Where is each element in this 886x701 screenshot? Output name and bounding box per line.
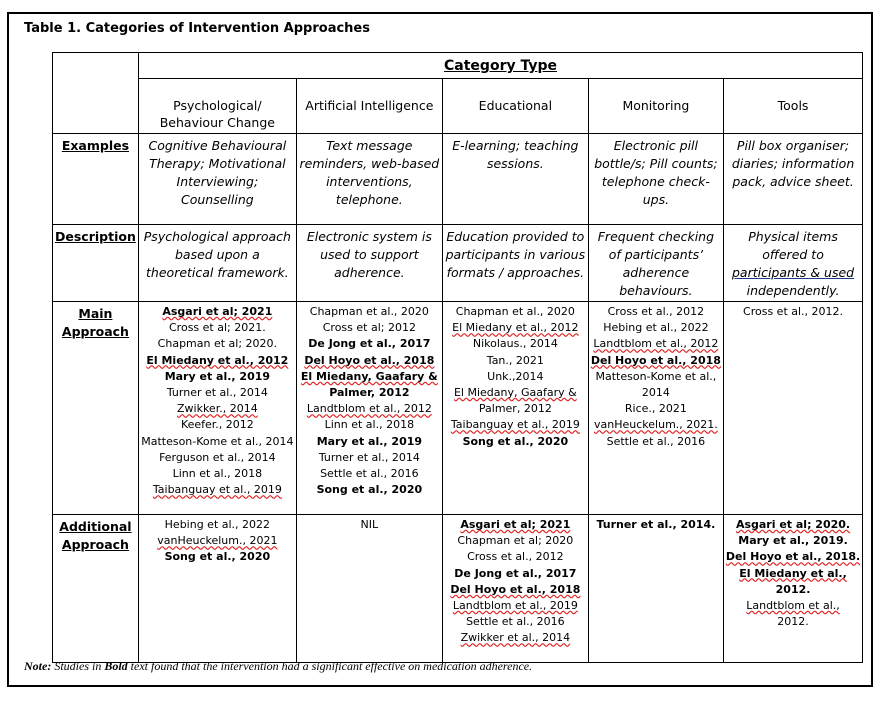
reference-bold: Mary et al., 2019 — [164, 369, 271, 383]
reference: Taibanguay et al., 2019 — [152, 483, 282, 497]
reference: Landtblom et al., 2019 — [452, 599, 578, 613]
description-text: Physical items offered to — [748, 229, 838, 262]
reference: Nikolaus., 2014 — [472, 337, 558, 351]
row-header-description: Description — [53, 225, 139, 302]
reference-bold: 2012. — [775, 582, 811, 596]
examples-cell: Text message reminders, web-based interventions, telephone. — [296, 134, 442, 225]
reference: El Miedany et al., 2012 — [452, 321, 579, 335]
description-text: independently. — [746, 283, 840, 298]
reference: 2012. — [777, 615, 809, 629]
reference: Turner et al., 2014 — [318, 450, 420, 464]
reference: El Miedany, Gaafary & — [453, 386, 577, 400]
note-label: Note: — [24, 659, 52, 673]
reference: Landtblom et al., — [746, 599, 840, 613]
reference-bold: Del Hoyo et al., 2018 — [304, 353, 435, 367]
table-note — [24, 659, 532, 674]
reference-bold: Palmer, 2012 — [329, 386, 410, 400]
additional-approach-cell — [442, 515, 588, 663]
reference-bold: Song et al., 2020 — [316, 483, 423, 497]
column-header: Educational — [442, 79, 588, 134]
reference: Cross et al., 2012. — [743, 305, 844, 318]
reference: Unk.,2014 — [487, 369, 544, 383]
reference: Matteson-Kome et al., — [595, 369, 717, 383]
description-cell: Electronic system is used to support adherence. — [296, 225, 442, 302]
description-underlined-text: participants & used — [731, 265, 855, 280]
reference-bold: El Miedany, Gaafary & — [300, 369, 438, 383]
examples-cell: Cognitive Behavioural Therapy; Motivational Interviewing; Counselling — [138, 134, 296, 225]
examples-cell: Pill box organiser; diaries; information pack, advice sheet. — [723, 134, 862, 225]
note-bold-word: Bold — [104, 659, 128, 673]
row-header-main-approach — [53, 302, 139, 515]
reference: Chapman et al., 2020 — [455, 305, 575, 318]
row-header-additional-approach — [53, 515, 139, 663]
reference: Keefer., 2012 — [180, 418, 254, 432]
reference-bold: El Miedany et al., 2012 — [146, 353, 289, 367]
reference: Chapman et al., 2020 — [309, 305, 429, 318]
reference: Matteson-Kome et al., 2014 — [141, 434, 294, 448]
category-type-header: Category Type — [138, 53, 862, 79]
reference-bold: De Jong et al., 2017 — [308, 337, 431, 351]
table-title: Table 1. Categories of Intervention Approaches — [24, 21, 370, 36]
main-approach-cell — [723, 302, 862, 515]
column-header: Tools — [723, 79, 862, 134]
reference: Chapman et al; 2020 — [457, 534, 574, 548]
reference: Hebing et al., 2022 — [164, 518, 271, 531]
reference: Taibanguay et al., 2019 — [450, 418, 580, 432]
column-header: Artificial Intelligence — [296, 79, 442, 134]
intervention-table — [52, 52, 863, 663]
additional-approach-cell — [588, 515, 723, 663]
reference: Linn et al., 2018 — [172, 467, 263, 481]
main-approach-cell — [296, 302, 442, 515]
reference: Landtblom et al., 2012 — [593, 337, 719, 351]
reference-bold: Song et al., 2020 — [462, 434, 569, 448]
reference-bold: Turner et al., 2014. — [596, 518, 716, 531]
reference: Zwikker et al., 2014 — [460, 631, 571, 645]
additional-approach-cell — [138, 515, 296, 663]
main-approach-cell — [588, 302, 723, 515]
reference: Cross et al; 2012 — [322, 321, 416, 335]
examples-cell: Electronic pill bottle/s; Pill counts; telephone check-ups. — [588, 134, 723, 225]
row-header-line: Main — [78, 306, 113, 321]
row-header-line: Additional — [59, 519, 132, 534]
row-header-examples: Examples — [53, 134, 139, 225]
description-cell: Education provided to participants in various formats / approaches. — [442, 225, 588, 302]
reference-bold: De Jong et al., 2017 — [454, 566, 577, 580]
reference: Cross et al., 2012 — [467, 550, 564, 564]
reference: Settle et al., 2016 — [320, 467, 419, 481]
main-approach-cell — [442, 302, 588, 515]
column-header: Psychological/ Behaviour Change — [138, 79, 296, 134]
reference: Settle et al., 2016 — [466, 615, 565, 629]
description-cell: Psychological approach based upon a theoretical framework. — [138, 225, 296, 302]
reference-bold: Del Hoyo et al., 2018 — [590, 353, 721, 367]
reference: Rice., 2021 — [624, 402, 687, 416]
reference: vanHeuckelum., 2021 — [157, 534, 278, 548]
reference: Hebing et al., 2022 — [603, 321, 709, 335]
reference-bold: El Miedany et al., — [739, 566, 847, 580]
reference: Ferguson et al., 2014 — [159, 450, 276, 464]
reference: NIL — [360, 518, 379, 531]
reference: Settle et al., 2016 — [606, 434, 706, 448]
row-header-line: Approach — [61, 324, 129, 339]
reference: Landtblom et al., 2012 — [306, 402, 432, 416]
reference-bold: Asgari et al; 2020. — [735, 518, 851, 531]
reference-bold: Del Hoyo et al., 2018. — [725, 550, 861, 564]
reference-bold: Asgari et al; 2021 — [162, 305, 273, 318]
reference: 2014 — [641, 386, 670, 400]
reference: Cross et al., 2012 — [607, 305, 705, 318]
reference: Turner et al., 2014 — [166, 386, 268, 400]
reference: vanHeuckelum., 2021. — [594, 418, 718, 432]
reference: Linn et al., 2018 — [324, 418, 415, 432]
reference-bold: Del Hoyo et al., 2018 — [450, 582, 581, 596]
reference: Cross et al; 2021. — [169, 321, 266, 335]
additional-approach-cell — [296, 515, 442, 663]
main-approach-cell — [138, 302, 296, 515]
note-text: Studies in — [51, 659, 105, 673]
reference: Tan., 2021 — [486, 353, 544, 367]
reference-bold: Asgari et al; 2021 — [460, 518, 571, 531]
reference-bold: Mary et al., 2019 — [316, 434, 423, 448]
examples-cell: E-learning; teaching sessions. — [442, 134, 588, 225]
additional-approach-cell — [723, 515, 862, 663]
row-header-line: Approach — [61, 537, 129, 552]
column-header: Monitoring — [588, 79, 723, 134]
reference-bold: Mary et al., 2019. — [738, 534, 848, 548]
reference-bold: Song et al., 2020 — [164, 550, 271, 564]
reference: Zwikker., 2014 — [177, 402, 258, 416]
reference: Palmer, 2012 — [478, 402, 552, 416]
reference: Chapman et al; 2020. — [157, 337, 278, 351]
note-text: text found that the intervention had a significant effective on medication adherence. — [127, 659, 533, 673]
description-cell: Frequent checking of participants’ adherence behaviours. — [588, 225, 723, 302]
corner-cell — [53, 53, 139, 134]
description-cell — [723, 225, 862, 302]
